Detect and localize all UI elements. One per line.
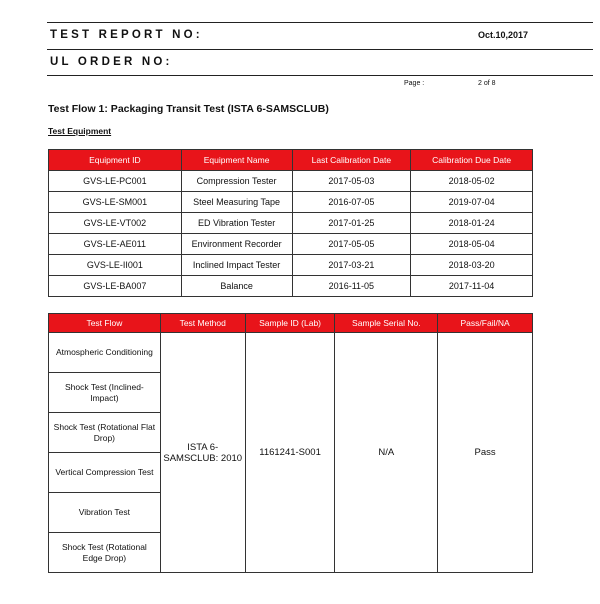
test-flow-table [48,313,533,573]
column-header: Calibration Due Date [411,150,533,171]
equipment-name-cell: Inclined Impact Tester [181,255,292,276]
calibration-due-cell: 2018-03-20 [411,255,533,276]
test-report-no-label: TEST REPORT NO: [50,29,203,41]
test-flow-cell: Vertical Compression Test [49,453,161,493]
calibration-due-cell: 2018-05-02 [411,171,533,192]
column-header: Last Calibration Date [292,150,411,171]
last-calibration-cell: 2017-03-21 [292,255,411,276]
column-header: Sample ID (Lab) [245,314,335,333]
equipment-id-cell: GVS-LE-VT002 [49,213,182,234]
header-rule-top [47,22,593,23]
report-date: Oct.10,2017 [477,30,528,40]
equipment-name-cell: ED Vibration Tester [181,213,292,234]
column-header: Test Method [160,314,245,333]
test-flow-cell: Shock Test (Rotational Edge Drop) [49,533,161,573]
table-row [49,333,533,373]
last-calibration-cell: 2017-05-03 [292,171,411,192]
last-calibration-cell: 2017-05-05 [292,234,411,255]
table-row [49,276,533,297]
last-calibration-cell: 2016-11-05 [292,276,411,297]
last-calibration-cell: 2016-07-05 [292,192,411,213]
column-header: Equipment ID [49,150,182,171]
sample-serial-cell: N/A [335,333,438,573]
table-row [49,255,533,276]
table-row [49,213,533,234]
equipment-id-cell: GVS-LE-BA007 [49,276,182,297]
flow-header-row [49,314,533,333]
column-header: Test Flow [49,314,161,333]
result-cell: Pass [438,333,533,573]
header-rule-bottom [47,75,593,76]
calibration-due-cell: 2018-05-04 [411,234,533,255]
equipment-id-cell: GVS-LE-SM001 [49,192,182,213]
test-method-cell: ISTA 6-SAMSCLUB: 2010 [160,333,245,573]
sample-id-cell: 1161241-S001 [245,333,335,573]
equipment-id-cell: GVS-LE-PC001 [49,171,182,192]
header-rule-middle [47,49,593,50]
test-flow-cell: Shock Test (Inclined-Impact) [49,373,161,413]
calibration-due-cell: 2017-11-04 [411,276,533,297]
equipment-table [48,149,533,297]
page-label: Page : [404,80,425,87]
last-calibration-cell: 2017-01-25 [292,213,411,234]
test-flow-cell: Shock Test (Rotational Flat Drop) [49,413,161,453]
equipment-name-cell: Environment Recorder [181,234,292,255]
test-flow-cell: Vibration Test [49,493,161,533]
ul-order-no-label: UL ORDER NO: [50,56,173,68]
section-title: Test Flow 1: Packaging Transit Test (ISTA 6-SAMSCLUB) [48,103,329,115]
calibration-due-cell: 2019-07-04 [411,192,533,213]
equipment-header-row [49,150,533,171]
equipment-name-cell: Compression Tester [181,171,292,192]
equipment-name-cell: Steel Measuring Tape [181,192,292,213]
equipment-id-cell: GVS-LE-AE011 [49,234,182,255]
table-row [49,171,533,192]
calibration-due-cell: 2018-01-24 [411,213,533,234]
test-equipment-heading: Test Equipment [48,126,112,136]
table-row [49,234,533,255]
column-header: Equipment Name [181,150,292,171]
page-number: 2 of 8 [478,80,496,87]
test-flow-cell: Atmospheric Conditioning [49,333,161,373]
column-header: Sample Serial No. [335,314,438,333]
column-header: Pass/Fail/NA [438,314,533,333]
equipment-id-cell: GVS-LE-II001 [49,255,182,276]
equipment-name-cell: Balance [181,276,292,297]
table-row [49,192,533,213]
